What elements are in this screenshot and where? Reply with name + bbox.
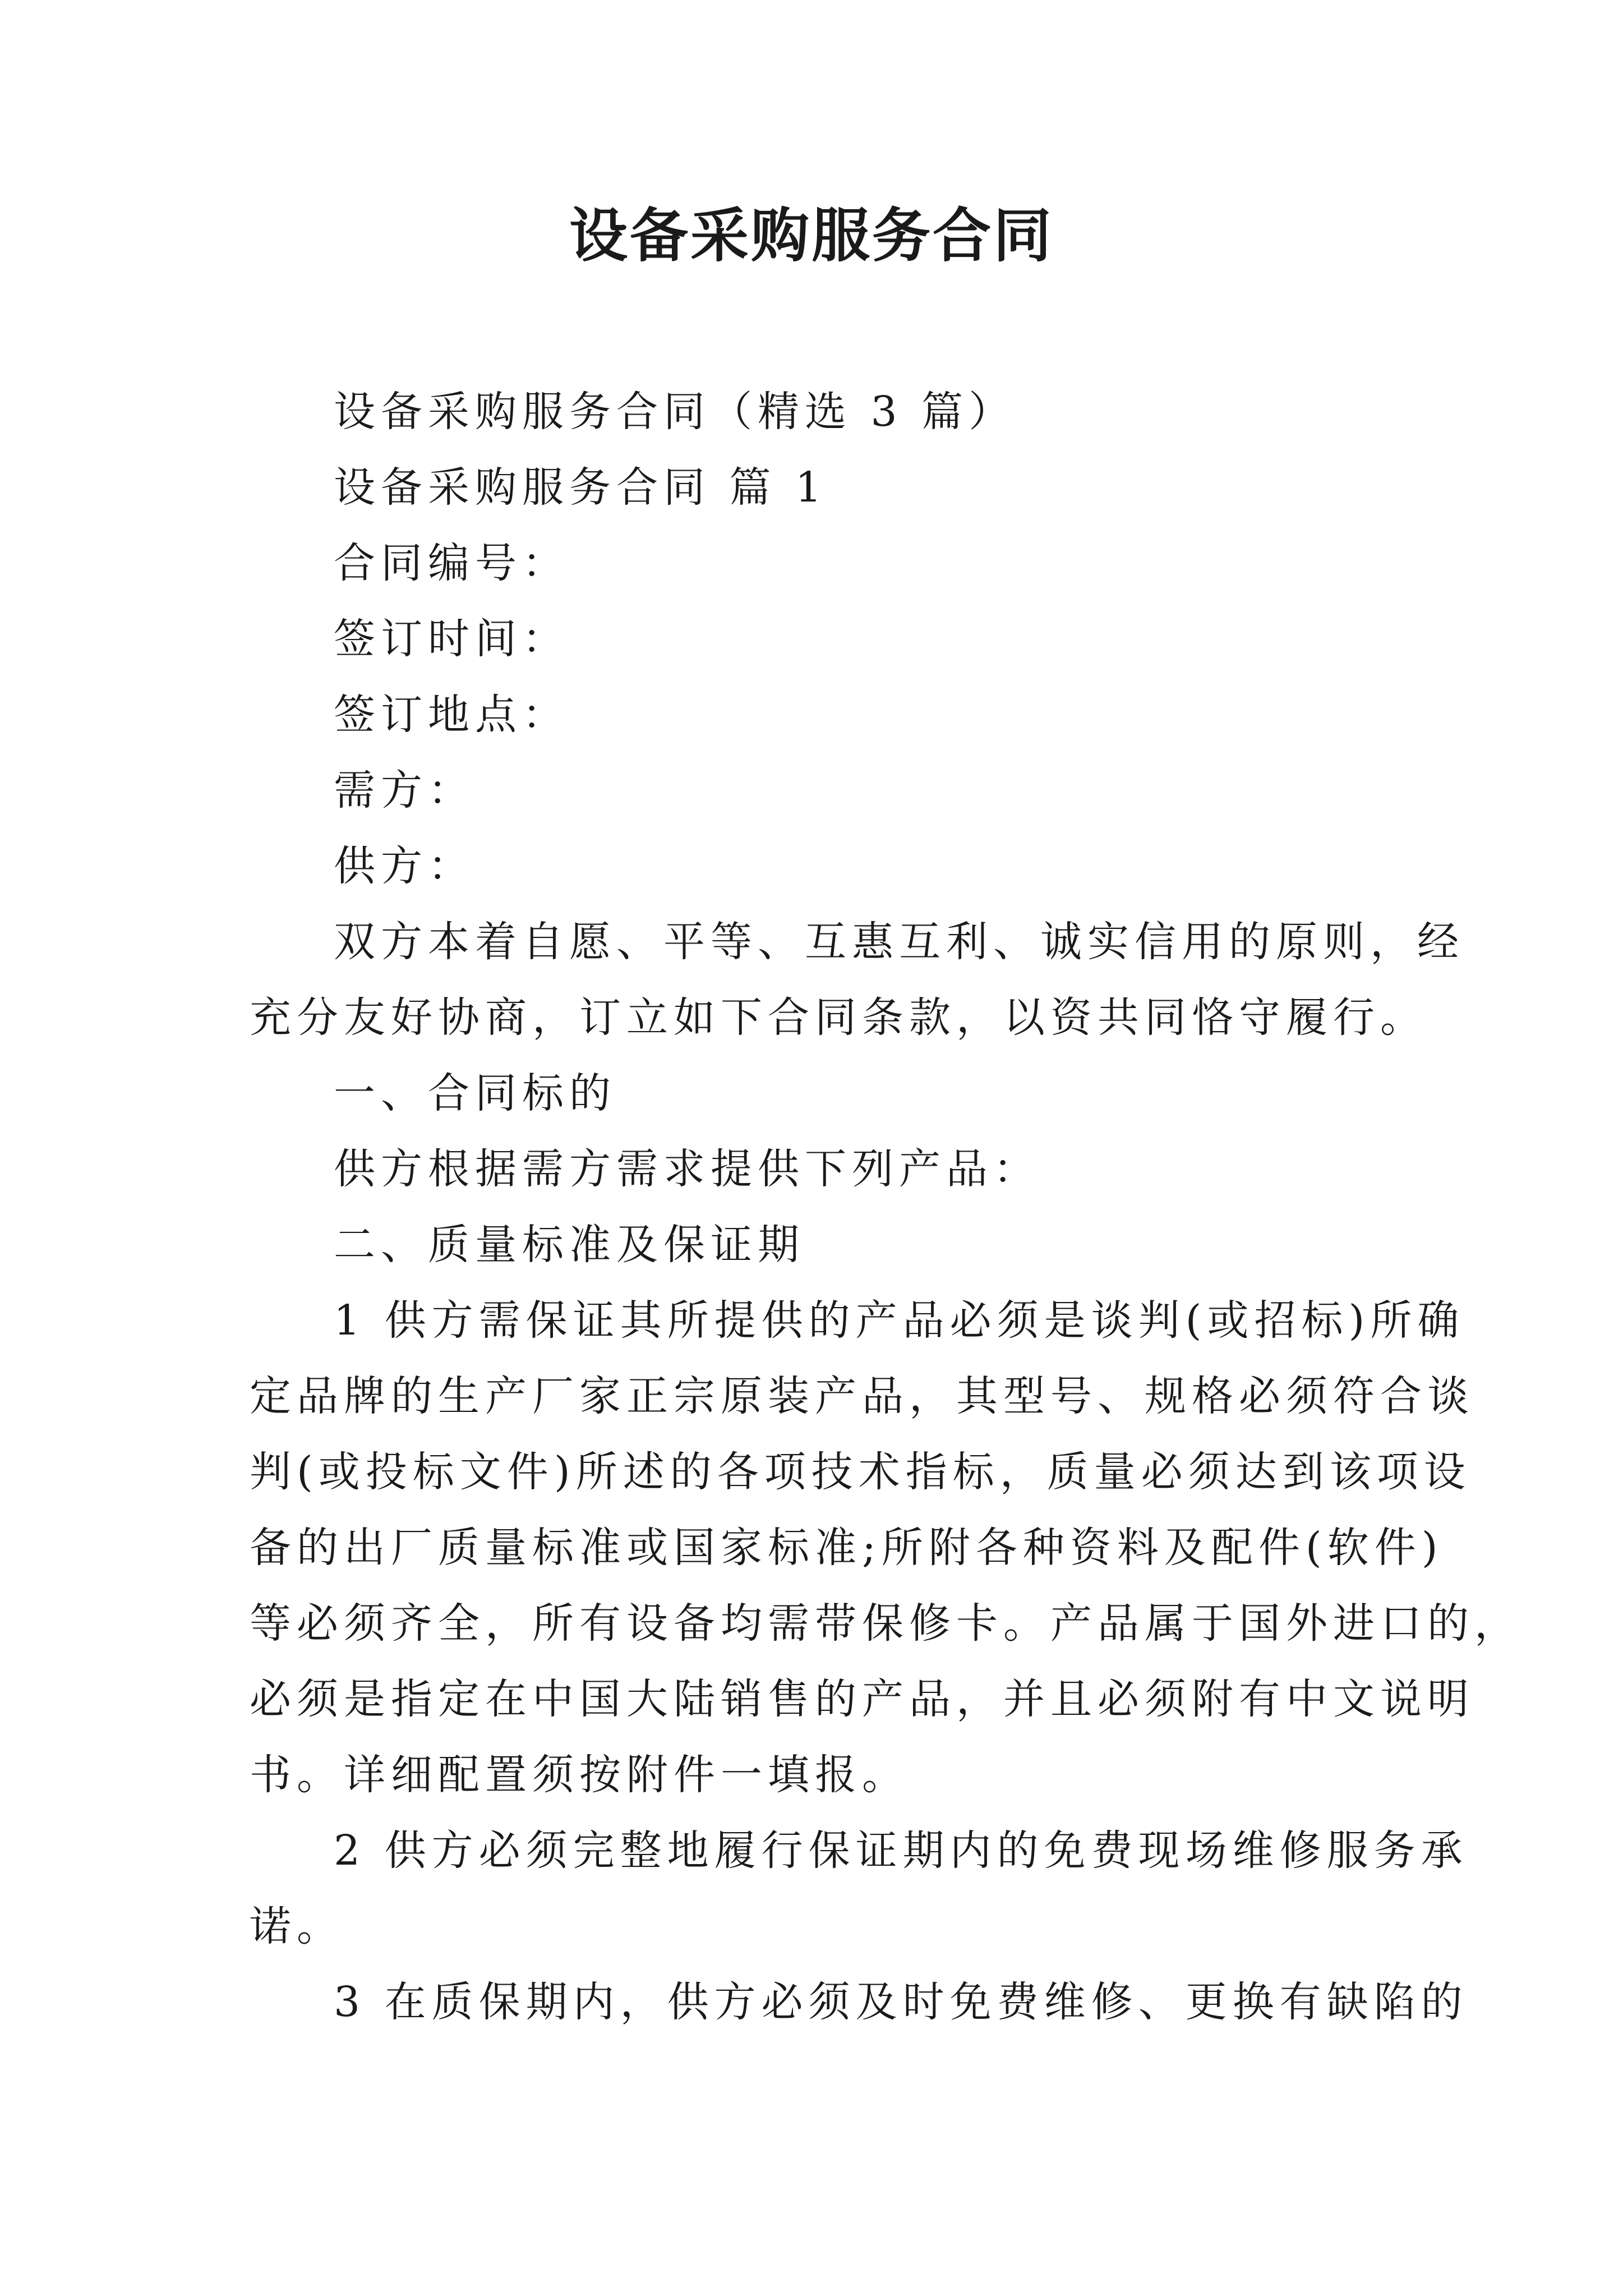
section-heading-quality: 二、质量标准及保证期 [334, 1221, 805, 1269]
heading-part-1: 设备采购服务合同 篇 1 [334, 463, 828, 512]
field-supplier: 供方： [334, 842, 475, 890]
paragraph-clause-1-line: 必须是指定在中国大陆销售的产品，并且必须附有中文说明 [250, 1675, 1474, 1723]
paragraph-clause-1-line: 定品牌的生产厂家正宗原装产品，其型号、规格必须符合谈 [250, 1372, 1474, 1420]
paragraph-clause-2-line: 诺。 [250, 1902, 344, 1950]
field-signing-place: 签订地点： [334, 691, 569, 739]
field-buyer: 需方： [334, 766, 475, 815]
field-contract-number: 合同编号： [334, 539, 569, 587]
heading-selected-count: 设备采购服务合同（精选 3 篇） [334, 388, 1016, 436]
paragraph-clause-1-line: 备的出厂质量标准或国家标准;所附各种资料及配件(软件) [250, 1524, 1444, 1572]
paragraph-clause-1-line: 等必须齐全，所有设备均需带保修卡。产品属于国外进口的， [250, 1599, 1521, 1648]
paragraph-clause-3-line: 3 在质保期内，供方必须及时免费维修、更换有缺陷的 [334, 1978, 1468, 2026]
paragraph-clause-1-line: 书。详细配置须按附件一填报。 [250, 1751, 909, 1799]
section-heading-subject: 一、合同标的 [334, 1069, 616, 1117]
paragraph-clause-1-line: 1 供方需保证其所提供的产品必须是谈判(或招标)所确 [334, 1296, 1465, 1345]
paragraph-subject: 供方根据需方需求提供下列产品： [334, 1145, 1040, 1193]
paragraph-clause-2-line: 2 供方必须完整地履行保证期内的免费现场维修服务承 [334, 1826, 1468, 1875]
field-signing-time: 签订时间： [334, 615, 569, 663]
paragraph-intro-line: 双方本着自愿、平等、互惠互利、诚实信用的原则，经 [334, 918, 1464, 966]
paragraph-clause-1-line: 判(或投标文件)所述的各项技术指标，质量必须达到该项设 [250, 1448, 1471, 1496]
paragraph-intro-line: 充分友好协商，订立如下合同条款，以资共同恪守履行。 [250, 993, 1427, 1042]
document-title: 设备采购服务合同 [569, 201, 1054, 270]
